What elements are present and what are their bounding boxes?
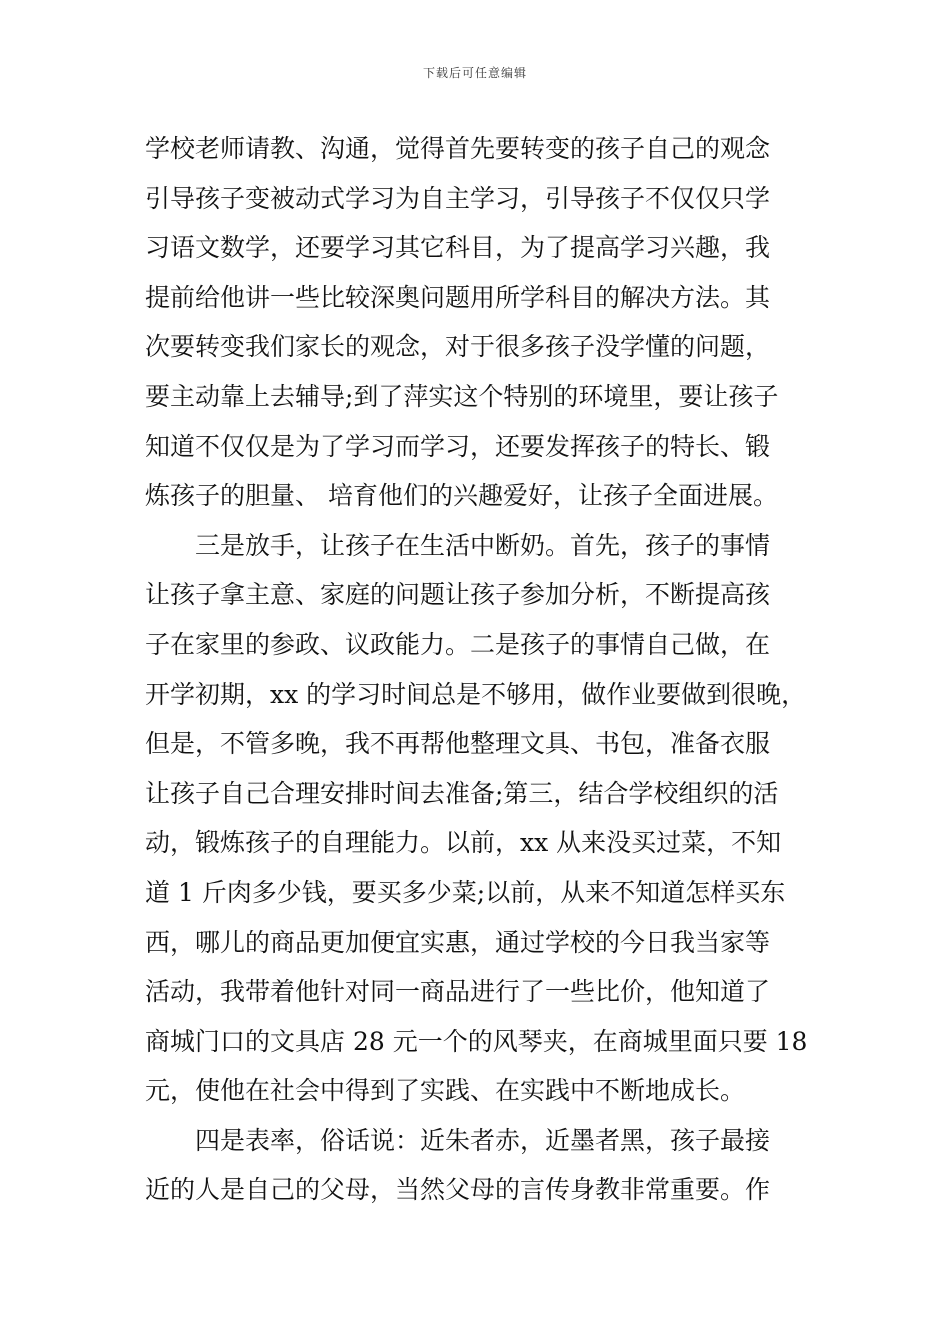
text-line: 商城门口的文具店 28 元一个的风琴夹，在商城里面只要 18 bbox=[145, 1026, 808, 1056]
text-line: 炼孩子的胆量、 培育他们的兴趣爱好，让孩子全面进展。 bbox=[145, 481, 778, 511]
text-line: 但是，不管多晚，我不再帮他整理文具、书包，准备衣服 bbox=[145, 729, 771, 759]
text-line: 习语文数学，还要学习其它科目，为了提高学习兴趣，我 bbox=[145, 233, 771, 263]
paragraph-start-line: 四是表率，俗话说：近朱者赤，近墨者黑，孩子最接 bbox=[145, 1125, 771, 1155]
page-header: 下载后可任意编辑 bbox=[422, 66, 527, 80]
text-line: 近的人是自己的父母，当然父母的言传身教非常重要。作 bbox=[145, 1175, 771, 1205]
body-text bbox=[145, 124, 810, 1215]
text-line: 开学初期，xx 的学习时间总是不够用，做作业要做到很晚， bbox=[145, 679, 807, 709]
text-line: 次要转变我们家长的观念，对于很多孩子没学懂的问题， bbox=[145, 332, 771, 362]
text-line: 学校老师请教、沟通，觉得首先要转变的孩子自己的观念 bbox=[145, 134, 771, 163]
text-line: 动，锻炼孩子的自理能力。以前，xx 从来没买过菜，不知 bbox=[145, 828, 782, 858]
text-line: 知道不仅仅是为了学习而学习，还要发挥孩子的特长、锻 bbox=[145, 431, 771, 461]
text-line: 元，使他在社会中得到了实践、在实践中不断地成长。 bbox=[145, 1076, 746, 1106]
text-line: 活动，我带着他针对同一商品进行了一些比价，他知道了 bbox=[145, 977, 771, 1007]
text-line: 子在家里的参政、议政能力。二是孩子的事情自己做，在 bbox=[145, 629, 771, 659]
paragraph-start-line: 三是放手，让孩子在生活中断奶。首先，孩子的事情 bbox=[145, 530, 771, 560]
text-line: 让孩子拿主意、家庭的问题让孩子参加分析，不断提高孩 bbox=[145, 580, 771, 610]
text-line: 西，哪儿的商品更加便宜实惠，通过学校的今日我当家等 bbox=[145, 927, 771, 957]
text-line: 道 1 斤肉多少钱，要买多少菜;以前，从来不知道怎样买东 bbox=[145, 877, 786, 907]
text-line: 引导孩子变被动式学习为自主学习，引导孩子不仅仅只学 bbox=[145, 183, 771, 213]
text-line: 让孩子自己合理安排时间去准备;第三，结合学校组织的活 bbox=[145, 778, 779, 808]
text-line: 提前给他讲一些比较深奥问题用所学科目的解决方法。其 bbox=[145, 282, 771, 312]
text-line: 要主动靠上去辅导;到了萍实这个特别的环境里，要让孩子 bbox=[145, 381, 779, 411]
